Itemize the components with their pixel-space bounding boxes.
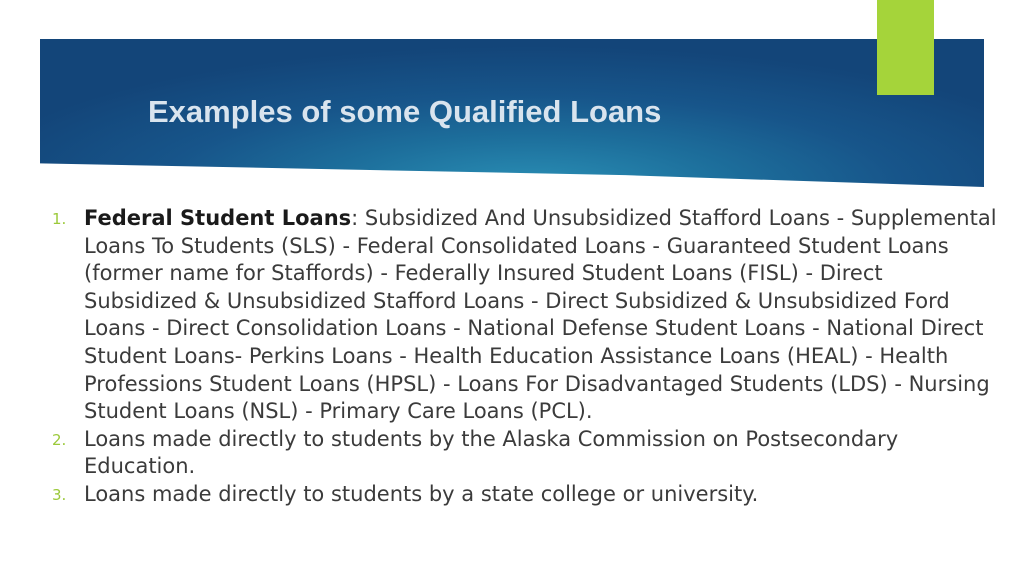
list-number: 1. bbox=[52, 210, 67, 228]
loan-list bbox=[52, 205, 1002, 509]
item-heading: Federal Student Loans bbox=[84, 206, 352, 230]
list-number: 3. bbox=[52, 485, 67, 504]
accent-tab bbox=[877, 0, 934, 95]
list-item bbox=[52, 205, 1002, 426]
list-number: 2. bbox=[52, 430, 67, 449]
list-item bbox=[52, 481, 1002, 509]
item-text: Loans made directly to students by a state college or university. bbox=[84, 481, 759, 506]
slide-title: Examples of some Qualified Loans bbox=[148, 94, 662, 129]
list-item bbox=[52, 426, 1002, 481]
item-text: Loans made directly to students by the Alaska Commission on Postsecondary Education. bbox=[84, 426, 899, 479]
item-text: : Subsidized And Unsubsidized Stafford Loans - Supplemental Loans To Students (SLS) - Federal Consolidated Loans - Guaranteed Student Loans (former name for Staffords) - Federally Insured Student Loans (FISL) - Direct Subsidized & Unsubsidized Stafford Loans - Direct Subsidized & Unsubsidized Ford Loans - Direct Consolidation Loans - National Defense Student Loans - National Direct Student Loans- Perkins Loans - Health Education Assistance Loans (HEAL) - Health Professions Student Loans (HPSL) - Loans For Disadvantaged Students (LDS) - Nursing Student Loans (NSL) - Primary Care Loans (PCL). bbox=[84, 206, 997, 424]
